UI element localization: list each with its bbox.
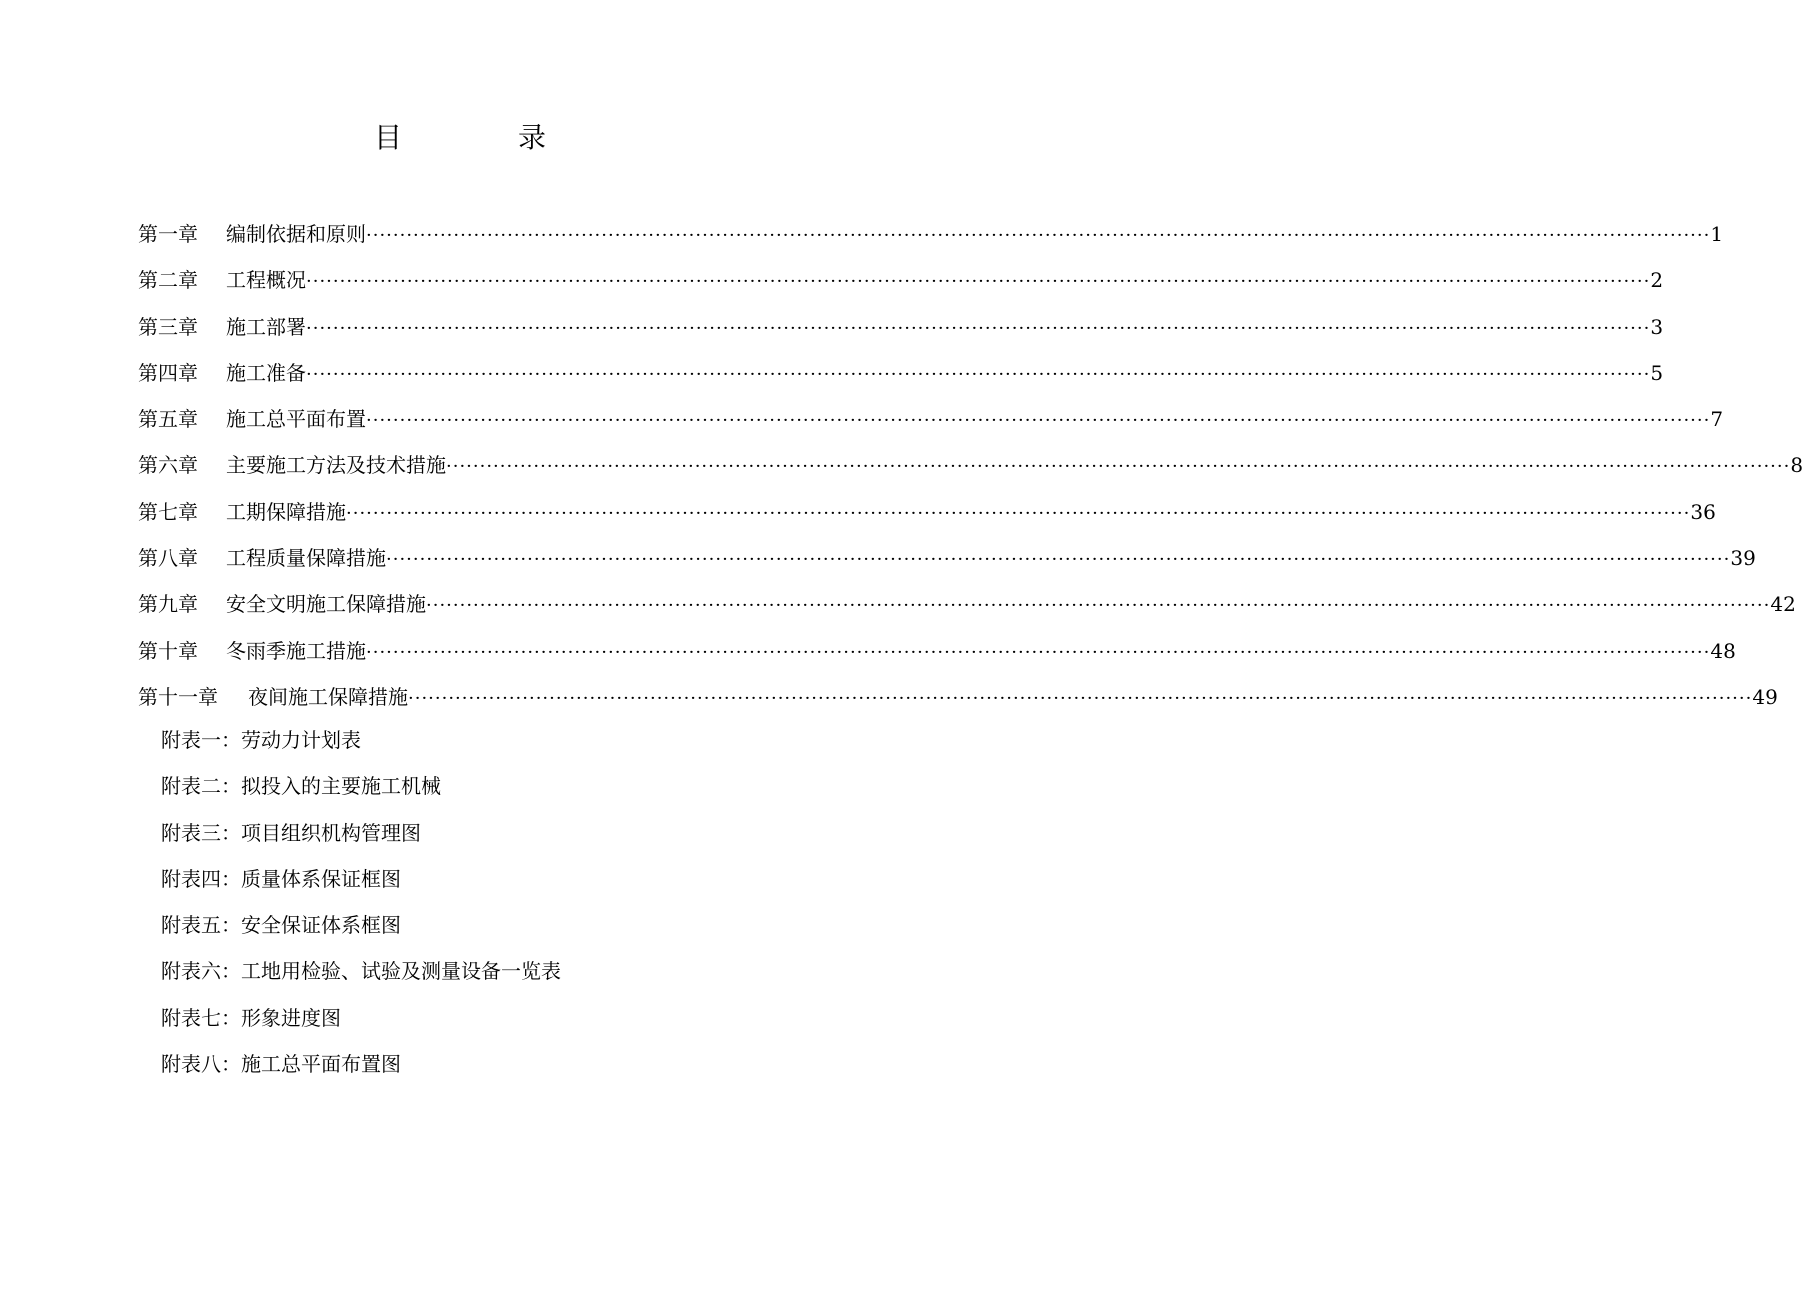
page-number: 3	[1650, 314, 1664, 339]
dot-leader: ········································································································································································································	[306, 363, 1651, 385]
chapter-title: 夜间施工保障措施	[248, 684, 408, 709]
dot-leader: ········································································································································································································	[386, 549, 1731, 571]
dot-leader: ········································································································································································································	[446, 456, 1791, 478]
chapter-number: 第五章	[138, 407, 198, 432]
chapter-number: 第八章	[138, 546, 198, 571]
appendix-entry[interactable]: 附表六：工地用检验、试验及测量设备一览表	[161, 959, 561, 984]
chapter-title: 工程概况	[226, 268, 306, 293]
chapter-number: 第二章	[138, 268, 198, 293]
chapter-number: 第十一章	[138, 684, 218, 709]
appendix-list	[161, 720, 761, 1090]
page-number: 48	[1710, 638, 1736, 663]
chapter-title: 工期保障措施	[226, 499, 346, 524]
chapter-title: 冬雨季施工措施	[226, 638, 366, 663]
page-number: 42	[1770, 592, 1796, 617]
page-number: 2	[1650, 268, 1664, 293]
page-number: 1	[1710, 222, 1724, 246]
chapter-number: 第十章	[138, 638, 198, 663]
table-of-contents	[138, 214, 1803, 723]
chapter-title: 施工总平面布置	[226, 407, 366, 432]
toc-entry[interactable]	[138, 445, 1803, 491]
chapter-title: 工程质量保障措施	[226, 546, 386, 571]
chapter-title: 施工准备	[226, 360, 306, 385]
appendix-entry[interactable]: 附表八：施工总平面布置图	[161, 1052, 401, 1077]
toc-entry[interactable]	[138, 307, 1664, 353]
page-number: 7	[1710, 407, 1724, 432]
toc-entry[interactable]	[138, 492, 1716, 538]
appendix-entry[interactable]: 附表二：拟投入的主要施工机械	[161, 774, 441, 799]
chapter-title: 主要施工方法及技术措施	[226, 453, 446, 478]
appendix-entry[interactable]: 附表三：项目组织机构管理图	[161, 820, 421, 845]
toc-entry[interactable]	[138, 631, 1736, 677]
dot-leader: ········································································································································································································	[366, 225, 1711, 246]
page-title: 目 录	[373, 121, 590, 154]
chapter-number: 第七章	[138, 499, 198, 524]
appendix-entry[interactable]: 附表五：安全保证体系框图	[161, 913, 401, 938]
page-number: 5	[1650, 360, 1664, 385]
dot-leader: ········································································································································································································	[306, 317, 1651, 339]
toc-entry[interactable]	[138, 538, 1756, 584]
toc-entry[interactable]	[138, 260, 1664, 306]
toc-entry[interactable]	[138, 584, 1796, 630]
page-number: 39	[1730, 546, 1756, 571]
chapter-number: 第九章	[138, 592, 198, 617]
chapter-title: 编制依据和原则	[226, 222, 366, 246]
toc-entry[interactable]	[138, 677, 1778, 723]
toc-entry[interactable]	[138, 214, 1724, 260]
chapter-number: 第六章	[138, 453, 198, 478]
dot-leader: ········································································································································································································	[408, 687, 1753, 709]
dot-leader: ········································································································································································································	[426, 595, 1771, 617]
dot-leader: ········································································································································································································	[366, 641, 1711, 663]
page-number: 36	[1690, 499, 1716, 524]
dot-leader: ········································································································································································································	[306, 271, 1651, 293]
appendix-entry[interactable]: 附表四：质量体系保证框图	[161, 866, 401, 891]
toc-entry[interactable]	[138, 353, 1664, 399]
chapter-title: 安全文明施工保障措施	[226, 592, 426, 617]
toc-entry[interactable]	[138, 399, 1724, 445]
page-number: 8	[1790, 453, 1803, 478]
appendix-entry[interactable]: 附表一：劳动力计划表	[161, 728, 361, 752]
chapter-title: 施工部署	[226, 314, 306, 339]
dot-leader: ········································································································································································································	[346, 502, 1691, 524]
chapter-number: 第三章	[138, 314, 198, 339]
chapter-number: 第四章	[138, 360, 198, 385]
chapter-number: 第一章	[138, 222, 198, 246]
page-number: 49	[1752, 684, 1778, 709]
dot-leader: ········································································································································································································	[366, 410, 1711, 432]
appendix-entry[interactable]: 附表七：形象进度图	[161, 1005, 341, 1030]
